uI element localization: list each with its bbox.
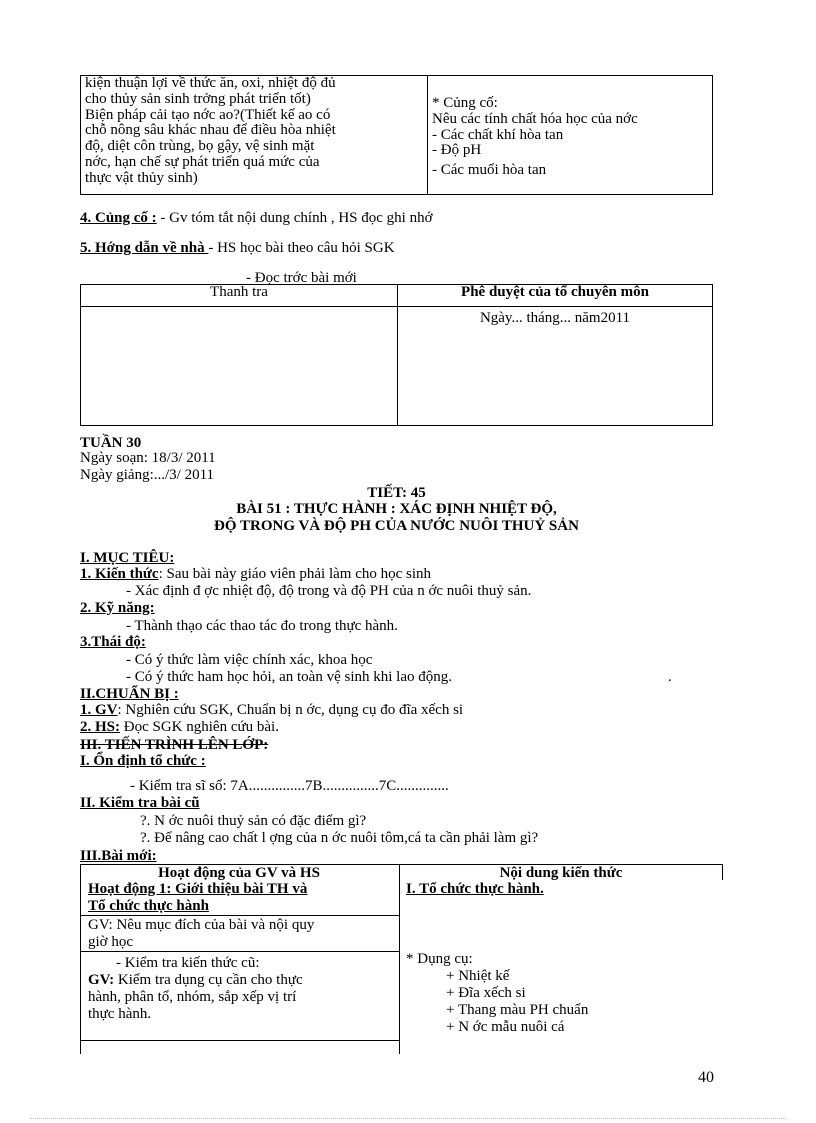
attendance-line: - Kiểm tra sĩ số: 7A...............7B...............7C..............: [130, 778, 449, 794]
gv2-line-1: [88, 973, 303, 989]
continuation-left-cell: [81, 76, 428, 195]
hs-prep-label: 2. HS:: [80, 719, 121, 735]
table-line: cho thủy sản sinh trởng phát triển tốt): [85, 90, 311, 107]
gv2-line-3: thực hành.: [88, 1006, 152, 1022]
section-4-text: - Gv tóm tắt nội dung chính , HS đọc ghi nhớ: [156, 210, 433, 226]
gv2-text-1: Kiểm tra dụng cụ cần cho thực: [114, 972, 303, 988]
table-line: * Củng cố:: [432, 95, 498, 111]
lesson-title-2: ĐỘ TRONG VÀ ĐỘ PH CỦA NƯỚC NUÔI THUỶ SẢN: [214, 518, 579, 534]
attitude-label: 3.Thái độ:: [80, 634, 146, 650]
lesson-number: TIẾT: 45: [367, 485, 426, 501]
section-5: [80, 241, 395, 257]
activity-table-left-border: [80, 864, 81, 1054]
gv-line-2: giờ học: [88, 934, 134, 950]
activity-table-divider: [399, 864, 400, 1054]
hs-prep-line: [80, 720, 279, 736]
approval-right-body: [398, 307, 713, 426]
section-5-line-2: - Đọc trớc bài mới: [246, 270, 357, 286]
continuation-table: [80, 75, 713, 195]
gv2-label: GV:: [88, 972, 115, 988]
activity-right-title: I. Tổ chức thực hành.: [406, 881, 544, 897]
knowledge-label: 1. Kiến thức: [80, 566, 159, 582]
table-line: Nêu các tính chất hóa học của nớc: [432, 110, 638, 127]
continuation-right-cell: [428, 76, 713, 195]
section-4: [80, 211, 433, 227]
knowledge-item: - Xác định đ ợc nhiệt độ, độ trong và độ PH của n ớc nuôi thuỷ sản.: [126, 583, 532, 599]
skills-item: - Thành thạo các thao tác đo trong thực hành.: [126, 618, 398, 634]
table-line: chỗ nông sâu khác nhau để điều hòa nhiệt: [85, 122, 336, 139]
stabilize-heading: I. Ổn định tổ chức :: [80, 753, 206, 769]
check-old-line: - Kiểm tra kiến thức cũ:: [116, 955, 260, 971]
gv-prep-label: 1. GV: [80, 702, 118, 718]
activity-right-header: Nội dung kiến thức: [499, 865, 623, 881]
approval-date: Ngày... tháng... năm2011: [479, 310, 631, 326]
attitude-dot: .: [668, 669, 672, 685]
footer-divider: [30, 1118, 786, 1119]
check-heading: II. Kiểm tra bài cũ: [80, 795, 200, 811]
activity-1-title-1: Hoạt động 1: Giới thiệu bài TH và: [88, 881, 308, 897]
skills-label: 2. Kỹ năng:: [80, 600, 155, 616]
activity-left-header: Hoạt động của GV và HS: [158, 865, 320, 881]
tool-item: + Nhiệt kế: [446, 968, 510, 984]
approval-left-body: [81, 307, 398, 426]
activity-table-right-border: [722, 864, 723, 880]
knowledge-text: : Sau bài này giáo viên phải làm cho học sinh: [158, 566, 432, 582]
table-line: nớc, hạn chế sự phát triển quá mức của: [85, 153, 320, 170]
week-label: TUẦN 30: [80, 435, 142, 451]
tool-item: + Đĩa xếch si: [446, 985, 526, 1001]
activity-1-title-2: Tổ chức thực hành: [88, 898, 209, 914]
table-line: - Độ pH: [432, 142, 482, 159]
question-1: ?. N ớc nuôi thuỷ sản có đặc điểm gì?: [140, 813, 367, 829]
question-2: ?. Để nâng cao chất l ợng của n ớc nuôi tôm,cá ta cần phải làm gì?: [140, 830, 539, 846]
date-teach: Ngày giảng:.../3/ 2011: [80, 467, 215, 483]
table-line: thực vật thủy sinh): [85, 169, 198, 186]
approval-right-header: Phê duyệt của tổ chuyên môn: [398, 285, 713, 307]
gv-prep-text: : Nghiên cứu SGK, Chuẩn bị n ớc, dụng cụ đo đĩa xếch si: [117, 702, 464, 718]
table-line: kiện thuận lợi về thức ăn, oxi, nhiệt độ đủ: [85, 75, 336, 91]
approval-left-header: Thanh tra: [81, 285, 398, 307]
table-line: - Các muối hòa tan: [432, 162, 547, 178]
gv-prep-line: [80, 703, 463, 719]
table-line: độ, diệt côn trùng, bọ gậy, vệ sinh mặt: [85, 138, 315, 154]
activity-table-bottom-line: [80, 1040, 400, 1041]
date-prepare: Ngày soạn: 18/3/ 2011: [80, 450, 216, 466]
activity-1-rule: [80, 915, 400, 916]
section-5-title: 5. Hớng dẫn về nhà: [80, 240, 209, 256]
page-number: 40: [698, 1069, 714, 1086]
tool-item: + N ớc mẫu nuôi cá: [446, 1019, 565, 1035]
section-5-text: - HS học bài theo câu hỏi SGK: [208, 240, 395, 256]
gv-rule: [80, 951, 400, 952]
gv-line-1: GV: Nêu mục đích của bài và nội quy: [88, 917, 315, 933]
attitude-item-1: - Có ý thức làm việc chính xác, khoa học: [126, 652, 373, 668]
knowledge-line: [80, 567, 431, 583]
attitude-item-2: - Có ý thức ham học hỏi, an toàn vệ sinh khi lao động.: [126, 669, 452, 685]
hs-prep-text: Đọc SGK nghiên cứu bài.: [120, 719, 279, 735]
section-4-title: 4. Củng cố :: [80, 210, 157, 226]
approval-table: [80, 284, 713, 426]
objectives-heading: I. MỤC TIÊU:: [80, 550, 175, 566]
table-line: Biện pháp cải tạo nớc ao?(Thiết kế ao có: [85, 106, 331, 123]
lesson-title-1: BÀI 51 : THỰC HÀNH : XÁC ĐỊNH NHIỆT ĐỘ,: [236, 501, 557, 517]
tools-label: * Dụng cụ:: [406, 951, 473, 967]
tool-item: + Thang màu PH chuẩn: [446, 1002, 589, 1018]
procedure-heading: III. TIẾN TRÌNH LÊN LỚP:: [80, 737, 269, 753]
preparation-heading: II.CHUẨN BỊ :: [80, 686, 179, 702]
new-lesson-heading: III.Bài mới:: [80, 848, 157, 864]
table-line: - Các chất khí hòa tan: [432, 126, 564, 143]
gv2-line-2: hành, phân tổ, nhóm, sắp xếp vị trí: [88, 989, 297, 1005]
